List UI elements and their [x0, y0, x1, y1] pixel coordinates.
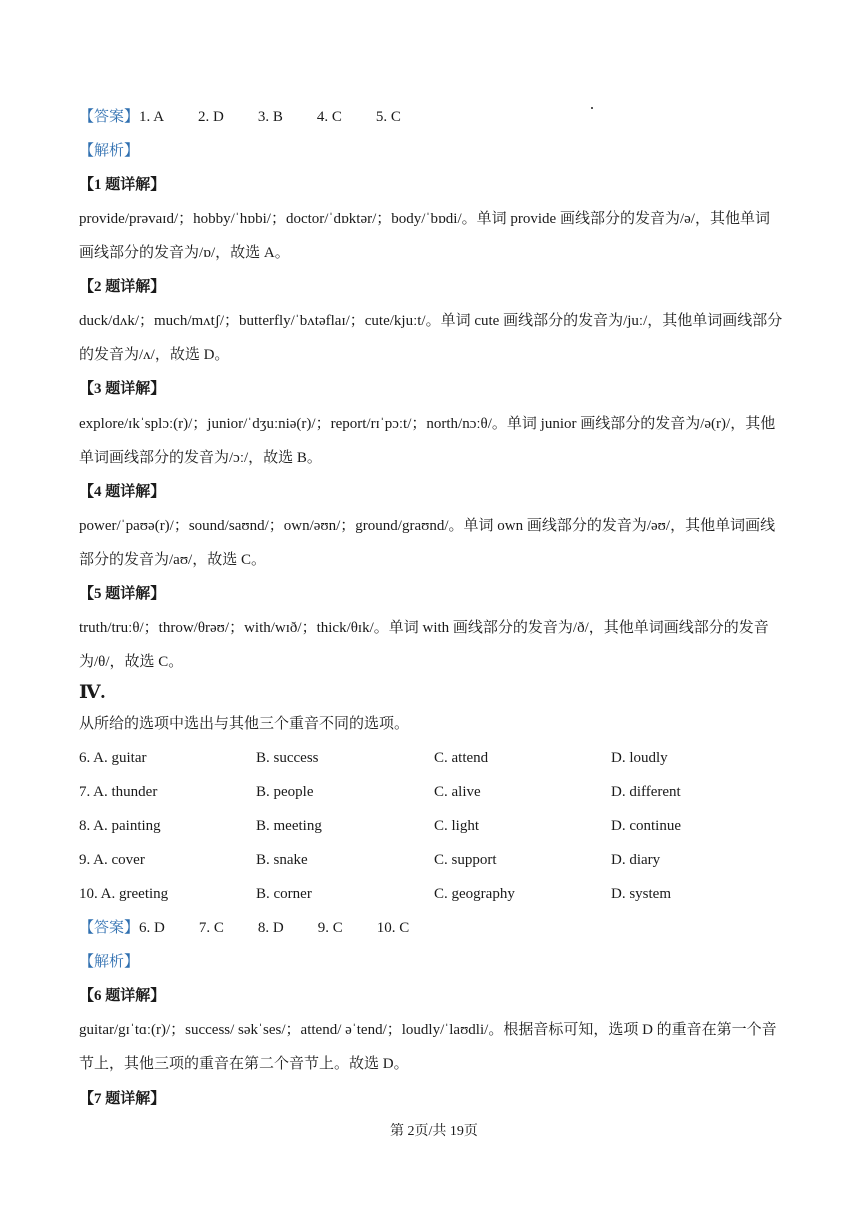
option-d: D. system — [611, 886, 671, 902]
option-b: B. meeting — [256, 818, 322, 834]
answer-item: 3. B — [257, 109, 283, 125]
answer-item: 7. C — [198, 920, 224, 936]
answer-block-1 — [79, 107, 401, 127]
explanation-text: 节上，其他三项的重音在第二个音节上。故选 D。 — [79, 1056, 409, 1072]
option-c: C. attend — [434, 750, 489, 766]
option-a: 8. A. painting — [79, 818, 161, 834]
answer-item: 9. C — [317, 920, 343, 936]
answer-label: 【答案】 — [79, 920, 140, 936]
explanation-title: 【3 题详解】 — [79, 381, 166, 397]
explanation-text: 单词画线部分的发音为/ɔː/，故选 B。 — [79, 450, 322, 466]
page-footer: 第 2页/共 19页 — [390, 1124, 478, 1139]
analysis-label: 【解析】 — [79, 143, 140, 159]
explanation-title: 【6 题详解】 — [79, 988, 166, 1004]
answer-item: 8. D — [257, 920, 284, 936]
option-c: C. geography — [434, 886, 515, 902]
explanation-title: 【5 题详解】 — [79, 586, 166, 602]
option-d: D. continue — [611, 818, 681, 834]
option-a: 7. A. thunder — [79, 784, 158, 800]
explanation-text: 部分的发音为/aʊ/，故选 C。 — [79, 552, 266, 568]
explanation-text: truth/truːθ/；throw/θrəʊ/；with/wɪð/；thick/θɪk/。单词 with 画线部分的发音为/ð/，其他单词画线部分的发音 — [79, 620, 769, 636]
option-b: B. corner — [256, 886, 312, 902]
section-heading: Ⅳ. — [79, 682, 106, 703]
explanation-title: 【1 题详解】 — [79, 177, 166, 193]
answer-block-2 — [79, 918, 409, 938]
analysis-label: 【解析】 — [79, 954, 140, 970]
option-d: D. loudly — [611, 750, 668, 766]
option-c: C. support — [434, 852, 497, 868]
option-d: D. diary — [611, 852, 661, 868]
answer-item: 4. C — [316, 109, 342, 125]
answer-item: 2. D — [198, 109, 224, 125]
option-b: B. people — [256, 784, 314, 800]
answer-label: 【答案】 — [79, 109, 140, 125]
option-a: 6. A. guitar — [79, 750, 147, 766]
explanation-text: 为/θ/，故选 C。 — [79, 654, 184, 670]
option-b: B. success — [256, 750, 319, 766]
explanation-text: duck/dʌk/；much/mʌtʃ/；butterfly/ˈbʌtəflaɪ/；cute/kjuːt/。单词 cute 画线部分的发音为/juː/，其他单词画线部分 — [79, 313, 783, 329]
stray-dot — [591, 107, 593, 109]
explanation-text: power/ˈpaʊə(r)/；sound/saʊnd/；own/əʊn/；ground/graʊnd/。单词 own 画线部分的发音为/əʊ/，其他单词画线 — [79, 518, 776, 534]
option-b: B. snake — [256, 852, 308, 868]
answer-item: 1. A — [139, 109, 165, 125]
answer-item: 5. C — [375, 109, 401, 125]
explanation-text: provide/prəvaɪd/；hobby/ˈhɒbi/；doctor/ˈdɒktər/；body/ˈbɒdi/。单词 provide 画线部分的发音为/ə/，其他单词 — [79, 211, 770, 227]
answer-item: 6. D — [139, 920, 165, 936]
explanation-text: 画线部分的发音为/ɒ/，故选 A。 — [79, 245, 290, 261]
explanation-text: guitar/gɪˈtɑː(r)/；success/ səkˈses/；attend/ əˈtend/；loudly/ˈlaʊdli/。根据音标可知，选项 D 的重音在第一个音 — [79, 1022, 777, 1038]
option-c: C. alive — [434, 784, 481, 800]
option-d: D. different — [611, 784, 681, 800]
section-instruction: 从所给的选项中选出与其他三个重音不同的选项。 — [79, 716, 410, 732]
explanation-title: 【7 题详解】 — [79, 1091, 166, 1107]
explanation-text: explore/ɪkˈsplɔː(r)/；junior/ˈdʒuːniə(r)/；report/rɪˈpɔːt/；north/nɔːθ/。单词 junior 画线部分的发音为/ə(r)/，其他 — [79, 416, 776, 432]
answer-item: 10. C — [376, 920, 410, 936]
option-a: 9. A. cover — [79, 852, 145, 868]
option-c: C. light — [434, 818, 480, 834]
explanation-title: 【2 题详解】 — [79, 279, 166, 295]
option-a: 10. A. greeting — [79, 886, 169, 902]
explanation-text: 的发音为/ʌ/，故选 D。 — [79, 347, 230, 363]
explanation-title: 【4 题详解】 — [79, 484, 166, 500]
